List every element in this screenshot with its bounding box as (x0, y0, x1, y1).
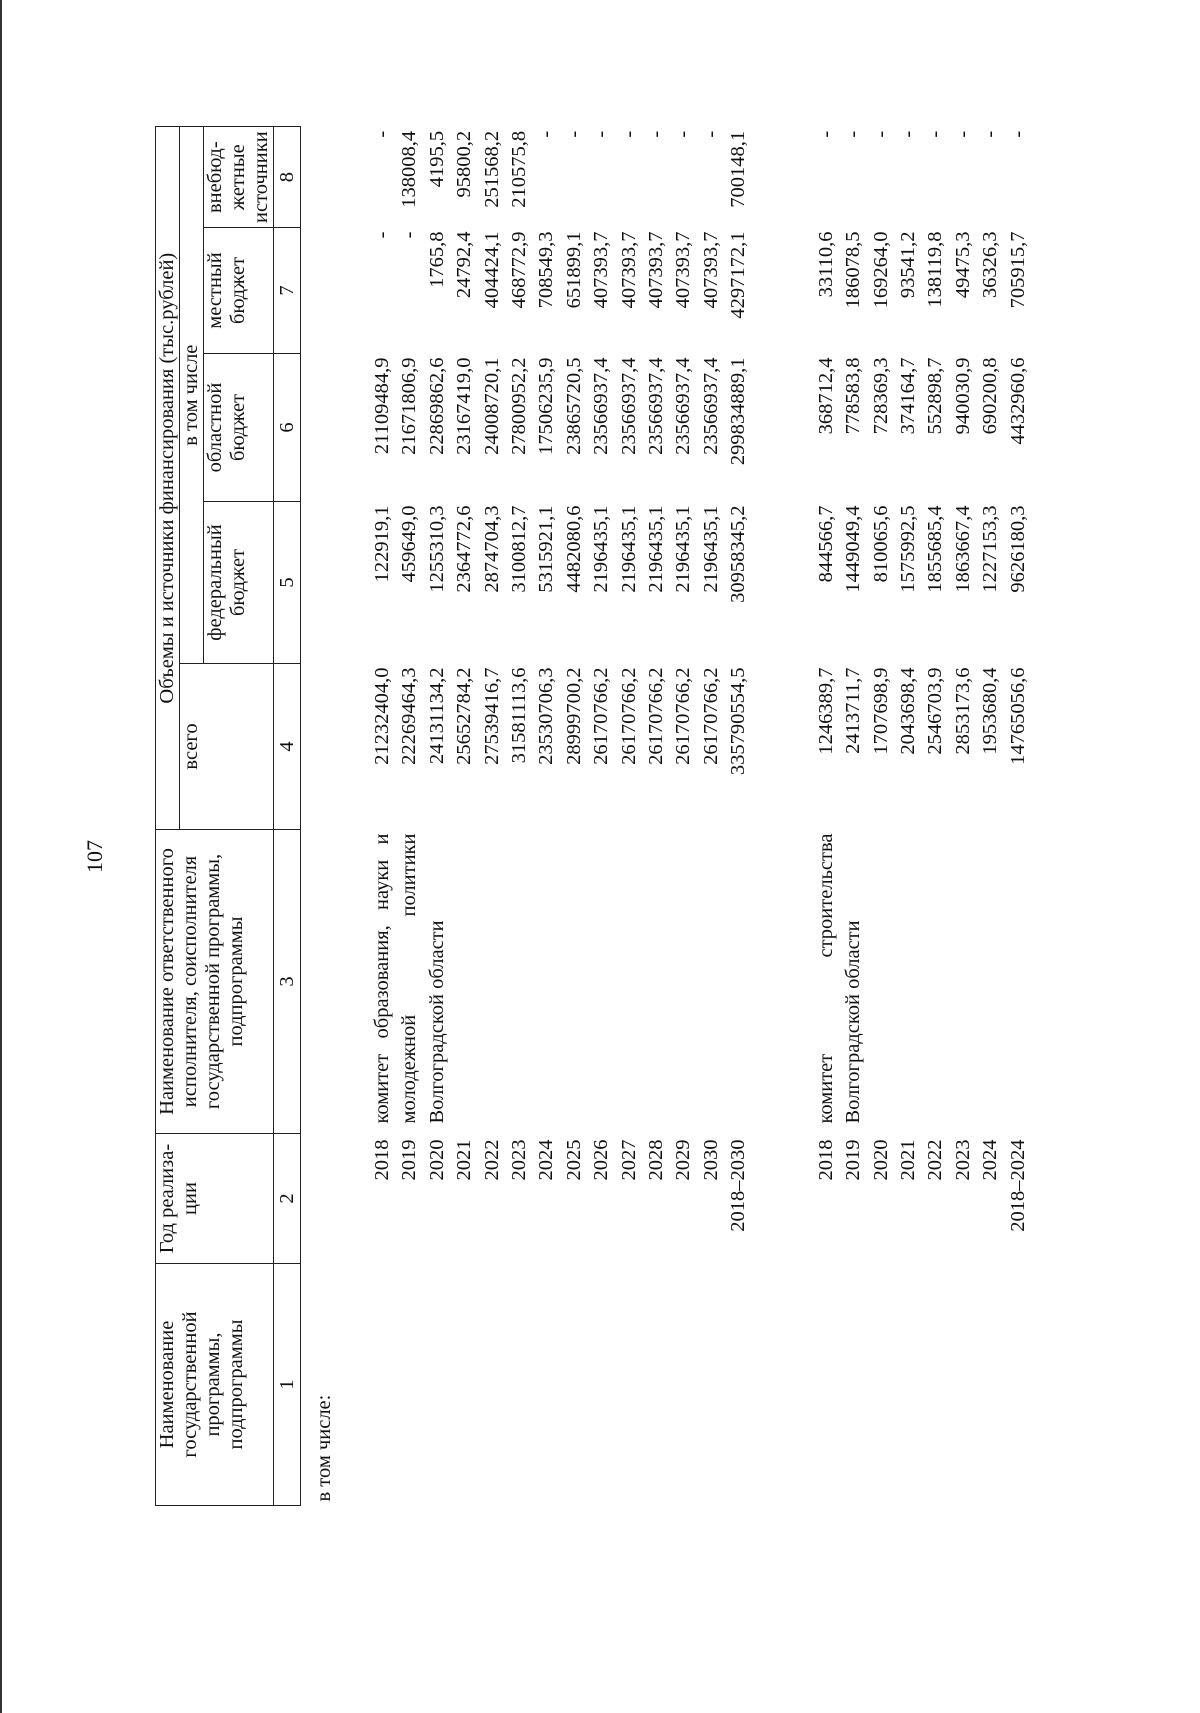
year-cell: 2018–2030 (727, 1139, 750, 1232)
table-row (533, 127, 560, 1506)
federal-cell: 2196435,1 (617, 505, 640, 593)
regional-cell: 728369,3 (869, 357, 892, 435)
column-number: 4 (274, 664, 301, 830)
year-cell: 2019 (398, 1139, 421, 1181)
extrabudget-cell: - (535, 130, 558, 138)
header-program-name: Наименование государственной программы, подпрограммы (156, 1264, 274, 1506)
extrabudget-cell: 138008,4 (398, 130, 421, 208)
program-cell (670, 1264, 697, 1506)
regional-cell: 21671806,9 (398, 357, 421, 455)
federal-cell: 3100812,7 (508, 505, 531, 593)
local-cell: 705915,7 (1006, 231, 1029, 309)
total-cell: 1246389,7 (814, 667, 837, 755)
extrabudget-cell: 95800,2 (453, 130, 476, 198)
local-cell: 407393,7 (672, 231, 695, 309)
federal-cell: 1255310,3 (425, 505, 448, 593)
year-cell: 2025 (562, 1139, 585, 1181)
regional-cell: 940030,9 (951, 357, 974, 435)
year-cell: 2021 (453, 1139, 476, 1181)
year-cell: 2024 (535, 1139, 558, 1181)
year-cell: 2022 (480, 1139, 503, 1181)
year-cell: 2019 (842, 1139, 865, 1181)
program-cell (396, 1264, 423, 1506)
regional-cell: 23566937,4 (672, 357, 695, 455)
column-number: 7 (274, 228, 301, 354)
total-cell: 24131134,2 (425, 667, 448, 765)
including-label: в том числе: (313, 1394, 335, 1502)
local-cell: 651899,1 (562, 231, 585, 309)
header-total: всего (180, 664, 274, 830)
year-cell: 2028 (645, 1139, 668, 1181)
regional-cell: 23566937,4 (617, 357, 640, 455)
year-cell: 2022 (924, 1139, 947, 1181)
total-cell: 26170766,2 (672, 667, 695, 765)
federal-cell: 2196435,1 (699, 505, 722, 593)
header-executor: Наименование ответственного исполнителя, соисполнителя государственной программы, подпрограммы (156, 830, 274, 1134)
program-cell (479, 1264, 506, 1506)
local-cell: 33110,6 (814, 231, 837, 298)
program-cell (616, 1264, 643, 1506)
financing-table (155, 126, 1032, 1506)
federal-cell: 844566,7 (814, 505, 837, 583)
table-row (506, 127, 533, 1506)
extrabudget-cell: 700148,1 (727, 130, 750, 208)
table-body (301, 127, 1032, 1506)
federal-cell: 1227153,3 (979, 505, 1002, 593)
local-cell: 138119,8 (924, 231, 947, 308)
year-cell: 2020 (425, 1139, 448, 1181)
year-cell: 2030 (699, 1139, 722, 1181)
table-row (341, 127, 396, 1506)
header-funding-group: Объемы и источники финансирования (тыс.рублей) (156, 127, 180, 830)
federal-cell: 2364772,6 (453, 505, 476, 593)
total-cell: 335790554,5 (727, 667, 750, 776)
regional-cell: 778583,8 (842, 357, 865, 435)
table-row (451, 127, 478, 1506)
total-cell: 1953680,4 (979, 667, 1002, 755)
total-cell: 26170766,2 (699, 667, 722, 765)
regional-cell: 23566937,4 (699, 357, 722, 455)
extrabudget-cell: - (979, 130, 1002, 138)
header-federal: федеральный бюджет (204, 502, 274, 664)
table-row (950, 127, 977, 1506)
federal-cell: 2196435,1 (672, 505, 695, 593)
federal-cell: 2874704,3 (480, 505, 503, 593)
total-cell: 26170766,2 (617, 667, 640, 765)
column-number: 3 (274, 830, 301, 1134)
local-cell: 93541,2 (896, 231, 919, 299)
executor-cell: комитет строительства Волгоградской области (814, 833, 865, 1124)
year-cell: 2023 (951, 1139, 974, 1181)
federal-cell: 810065,6 (869, 505, 892, 583)
table-row (1005, 127, 1032, 1506)
total-cell: 2853173,6 (951, 667, 974, 755)
table-row (643, 127, 670, 1506)
regional-cell: 299834889,1 (727, 357, 750, 466)
regional-cell: 552898,7 (924, 357, 947, 435)
table-row (895, 127, 922, 1506)
local-cell: 407393,7 (699, 231, 722, 309)
total-cell: 26170766,2 (645, 667, 668, 765)
extrabudget-cell: - (672, 130, 695, 138)
program-cell (950, 1264, 977, 1506)
regional-cell: 368712,4 (814, 357, 837, 435)
year-cell: 2026 (590, 1139, 613, 1181)
column-number: 2 (274, 1134, 301, 1264)
column-number: 8 (274, 127, 301, 228)
column-number: 1 (274, 1264, 301, 1506)
extrabudget-cell: - (590, 130, 613, 138)
program-cell (977, 1264, 1004, 1506)
year-cell: 2024 (979, 1139, 1002, 1181)
executor-cell: комитет образования, науки и молодежной политики Волгоградской области (371, 833, 448, 1124)
table-row (840, 127, 867, 1506)
federal-cell: 1863667,4 (951, 505, 974, 593)
year-cell: 2023 (508, 1139, 531, 1181)
table-row (725, 127, 752, 1506)
extrabudget-cell: - (617, 130, 640, 138)
program-cell (922, 1264, 949, 1506)
program-cell (506, 1264, 533, 1506)
program-cell (725, 1264, 752, 1506)
column-number: 5 (274, 502, 301, 664)
regional-cell: 17506235,9 (535, 357, 558, 455)
regional-cell: 690200,8 (979, 357, 1002, 435)
table-row (977, 127, 1004, 1506)
regional-cell: 23566937,4 (645, 357, 668, 455)
header-year: Год реализа-ции (156, 1134, 274, 1264)
regional-cell: 23566937,4 (590, 357, 613, 455)
federal-cell: 1575992,5 (896, 505, 919, 593)
header-including: в том числе (180, 127, 204, 664)
total-cell: 25652784,2 (453, 667, 476, 765)
table-row (868, 127, 895, 1506)
program-cell (533, 1264, 560, 1506)
local-cell: 4297172,1 (727, 231, 750, 319)
total-cell: 14765056,6 (1006, 667, 1029, 765)
including-row (301, 127, 342, 1506)
page-number: 107 (82, 840, 107, 873)
extrabudget-cell: 210575,8 (508, 130, 531, 208)
regional-cell: 23167419,0 (453, 357, 476, 455)
regional-cell: 21109484,9 (371, 357, 393, 455)
program-cell (698, 1264, 725, 1506)
total-cell: 2043698,4 (896, 667, 919, 755)
program-cell (561, 1264, 588, 1506)
program-cell (840, 1264, 867, 1506)
year-cell: 2021 (896, 1139, 919, 1181)
extrabudget-cell: - (699, 130, 722, 138)
federal-cell: 4482080,6 (562, 505, 585, 593)
extrabudget-cell: 251568,2 (480, 130, 503, 208)
extrabudget-cell: - (1006, 130, 1029, 138)
local-cell: - (371, 231, 393, 239)
column-number-row (274, 127, 301, 1506)
table-row (698, 127, 725, 1506)
local-cell: 407393,7 (617, 231, 640, 309)
table-row (479, 127, 506, 1506)
program-cell (643, 1264, 670, 1506)
table-row (561, 127, 588, 1506)
regional-cell: 27800952,2 (508, 357, 531, 455)
federal-cell: 30958345,2 (727, 505, 750, 603)
local-cell: 36326,3 (979, 231, 1002, 299)
extrabudget-cell: - (645, 130, 668, 138)
table-row (922, 127, 949, 1506)
local-cell: 186078,5 (842, 231, 865, 309)
federal-cell: 2196435,1 (590, 505, 613, 593)
total-cell: 23530706,3 (535, 667, 558, 765)
regional-cell: 374164,7 (896, 357, 919, 435)
year-cell: 2020 (869, 1139, 892, 1181)
header-regional: областной бюджет (204, 354, 274, 502)
total-cell: 26170766,2 (590, 667, 613, 765)
federal-cell: 9626180,3 (1006, 505, 1029, 593)
total-cell: 22269464,3 (398, 667, 421, 765)
regional-cell: 23865720,5 (562, 357, 585, 455)
local-cell: 708549,3 (535, 231, 558, 309)
local-cell: 169264,0 (869, 231, 892, 309)
total-cell: 21232404,0 (371, 667, 393, 765)
program-cell (588, 1264, 615, 1506)
year-cell: 2018–2024 (1006, 1139, 1029, 1232)
extrabudget-cell: - (814, 130, 837, 138)
program-cell (868, 1264, 895, 1506)
column-number: 6 (274, 354, 301, 502)
extrabudget-cell: - (924, 130, 947, 138)
local-cell: 24792,4 (453, 231, 476, 299)
local-cell: 404424,1 (480, 231, 503, 309)
local-cell: 1765,8 (425, 231, 448, 288)
total-cell: 28999700,2 (562, 667, 585, 765)
federal-cell: 2196435,1 (645, 505, 668, 593)
local-cell: 49475,3 (951, 231, 974, 299)
total-cell: 27539416,7 (480, 667, 503, 765)
local-cell: 468772,9 (508, 231, 531, 309)
federal-cell: 122919,1 (371, 505, 393, 583)
table-row (424, 127, 451, 1506)
table-row (616, 127, 643, 1506)
total-cell: 1707698,9 (869, 667, 892, 755)
total-cell: 2413711,7 (842, 667, 865, 754)
table-row (588, 127, 615, 1506)
year-cell: 2018 (814, 1139, 837, 1181)
year-cell: 2018 (371, 1139, 393, 1181)
federal-cell: 1449049,4 (842, 505, 865, 593)
local-cell: - (398, 231, 421, 239)
program-cell (341, 1264, 396, 1506)
header-local: местный бюджет (204, 228, 274, 354)
extrabudget-cell: - (562, 130, 585, 138)
program-cell (1005, 1264, 1032, 1506)
federal-cell: 5315921,1 (535, 505, 558, 593)
federal-cell: 459649,0 (398, 505, 421, 583)
regional-cell: 22869862,6 (425, 357, 448, 455)
year-cell: 2029 (672, 1139, 695, 1181)
program-cell (895, 1264, 922, 1506)
total-cell: 2546703,9 (924, 667, 947, 755)
extrabudget-cell: - (371, 130, 393, 138)
extrabudget-cell: - (951, 130, 974, 138)
total-cell: 31581113,6 (508, 667, 531, 764)
extrabudget-cell: - (842, 130, 865, 138)
year-cell: 2027 (617, 1139, 640, 1181)
extrabudget-cell: 4195,5 (425, 130, 448, 188)
program-cell (424, 1264, 451, 1506)
local-cell: 407393,7 (590, 231, 613, 309)
table-row (813, 127, 840, 1506)
table-row (396, 127, 423, 1506)
federal-cell: 1855685,4 (924, 505, 947, 593)
table-header (156, 127, 301, 1506)
local-cell: 407393,7 (645, 231, 668, 309)
table-row (670, 127, 697, 1506)
extrabudget-cell: - (896, 130, 919, 138)
extrabudget-cell: - (869, 130, 892, 138)
header-extrabudget: внебюд-жетные источники (204, 127, 274, 228)
block-gap (753, 127, 813, 1506)
program-cell (813, 1264, 840, 1506)
regional-cell: 24008720,1 (480, 357, 503, 455)
regional-cell: 4432960,6 (1006, 357, 1029, 445)
program-cell (451, 1264, 478, 1506)
